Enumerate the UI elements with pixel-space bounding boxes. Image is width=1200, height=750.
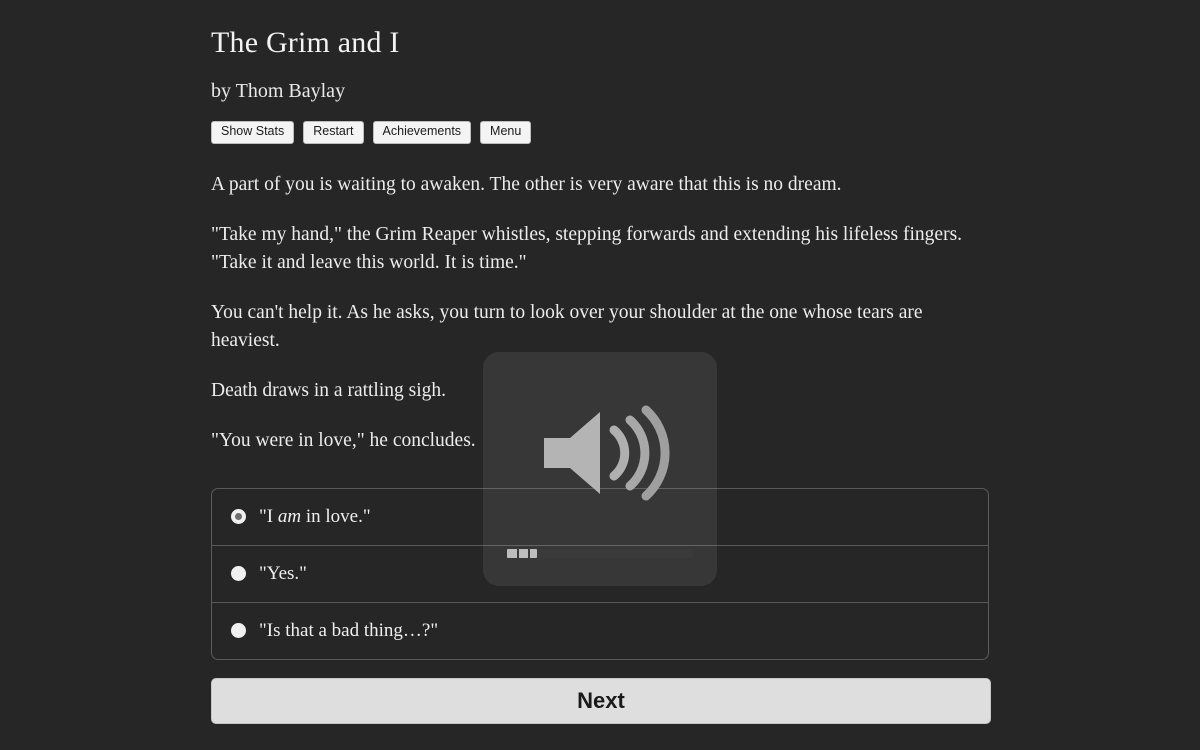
- menu-button[interactable]: Menu: [480, 121, 531, 144]
- show-stats-button[interactable]: Show Stats: [211, 121, 294, 144]
- choice-label: "Is that a bad thing…?": [259, 619, 439, 641]
- author-byline: by Thom Baylay: [211, 80, 346, 102]
- story-paragraph: You can't help it. As he asks, you turn to look over your shoulder at the one whose tears are heaviest.: [211, 301, 923, 351]
- list-item[interactable]: [212, 489, 988, 546]
- story-paragraph: A part of you is waiting to awaken. The other is very aware that this is no dream.: [211, 173, 842, 195]
- page-title: The Grim and I: [211, 26, 400, 59]
- list-item[interactable]: [212, 603, 988, 659]
- choice-label: "I am in love.": [259, 505, 371, 527]
- achievements-button[interactable]: Achievements: [373, 121, 472, 144]
- story-paragraph: Death draws in a rattling sigh.: [211, 379, 447, 401]
- story-paragraph: "You were in love," he concludes.: [211, 429, 476, 451]
- list-item[interactable]: [212, 546, 988, 603]
- restart-button[interactable]: Restart: [303, 121, 363, 144]
- choice-list: [211, 488, 989, 660]
- radio-icon[interactable]: [231, 566, 246, 581]
- choice-label: "Yes.": [259, 562, 307, 584]
- story-paragraph: "Take my hand," the Grim Reaper whistles, stepping forwards and extending his lifeless fingers. "Take it and leave this world. It is time.": [211, 223, 963, 273]
- toolbar: [211, 103, 989, 144]
- next-button[interactable]: Next: [211, 678, 991, 724]
- story-content: [211, 0, 989, 724]
- radio-icon[interactable]: [231, 623, 246, 638]
- radio-icon[interactable]: [231, 509, 246, 524]
